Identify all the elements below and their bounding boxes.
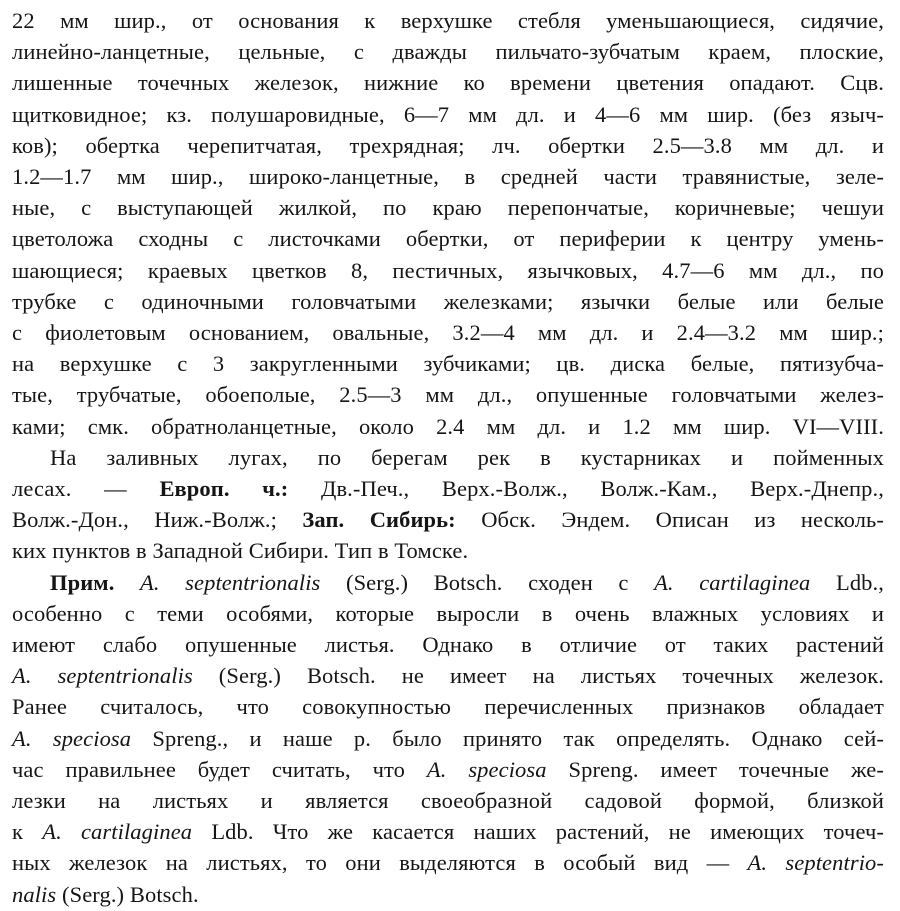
text-segment (114, 570, 140, 595)
species-name-italic: A. septentrionalis (140, 569, 321, 595)
morphology-description-line (12, 5, 884, 36)
text-segment: трубке с одиночными головчатыми железками; язычки белые или белые (12, 288, 884, 314)
text-segment: (Serg.) Botsch. сходен с (320, 569, 655, 595)
text-segment: Spreng., и наше р. было принято так определять. Однако сей- (131, 725, 884, 751)
morphology-description-line (12, 317, 884, 348)
morphology-description-line (12, 411, 884, 442)
text-segment: ков); обертка черепитчатая, трехрядная; лч. обертки 2.5—3.8 мм дл. и (12, 132, 884, 158)
text-segment: (Serg.) Botsch. не имеет на листьях точечных железок. (192, 663, 884, 689)
habitat-distribution-line (12, 504, 884, 535)
taxonomic-note-line (12, 629, 884, 660)
taxonomic-note-line (12, 816, 884, 847)
text-segment: Обск. Эндем. Описан из несколь- (455, 507, 884, 533)
species-name-italic: A. speciosa (426, 756, 547, 782)
morphology-description-line (12, 192, 884, 223)
text-segment: лишенные точечных железок, нижние ко времени цветения опадают. Сцв. (12, 70, 884, 96)
text-segment: (Serg.) Botsch. (56, 881, 199, 907)
taxonomic-note-line (12, 785, 884, 816)
text-segment: Ранее считалось, что совокупностью перечисленных признаков обладает (12, 694, 884, 720)
text-segment: лесах. — (12, 476, 160, 502)
habitat-distribution-line (12, 442, 884, 473)
text-segment: к (12, 819, 43, 845)
text-segment: ные, с выступающей жилкой, по краю перепончатые, коричневые; чешуи (12, 195, 884, 221)
text-segment: шающиеся; краевых цветков 8, пестичных, язычковых, 4.7—6 мм дл., по (12, 257, 884, 283)
morphology-description-line (12, 348, 884, 379)
bold-label: Прим. (50, 569, 115, 595)
species-name-italic: A. septentrio- (747, 850, 884, 876)
text-segment: с фиолетовым основанием, овальные, 3.2—4 мм дл. и 2.4—3.2 мм шир.; (12, 320, 884, 346)
morphology-description-line (12, 255, 884, 286)
taxonomic-note-line (12, 754, 884, 785)
bold-label: Европ. ч.: (159, 476, 289, 502)
text-segment: Ldb., (810, 569, 884, 595)
text-segment: На заливных лугах, по берегам рек в кустарниках и пойменных (50, 444, 884, 470)
morphology-description-line (12, 379, 884, 410)
morphology-description-line (12, 67, 884, 98)
species-name-italic: A. cartilaginea (654, 569, 811, 595)
bold-label: Зап. Сибирь: (302, 507, 456, 533)
taxonomic-note-line (12, 598, 884, 629)
text-segment: 1.2—1.7 мм шир., широко-ланцетные, в средней части травянистые, зеле- (12, 164, 884, 190)
text-segment: линейно-ланцетные, цельные, с дважды пильчато-зубчатым краем, плоские, (12, 39, 884, 65)
morphology-description-line (12, 286, 884, 317)
morphology-description-line (12, 130, 884, 161)
text-segment: 22 мм шир., от основания к верхушке стебля уменьшающиеся, сидячие, (12, 8, 884, 33)
taxonomic-note-line (12, 879, 884, 910)
text-segment: ных железок на листьях, то они выделяются в особый вид — (12, 850, 748, 876)
species-name-italic: A. septentrionalis (12, 663, 193, 689)
text-segment: щитковидное; кз. полушаровидные, 6—7 мм дл. и 4—6 мм шир. (без языч- (12, 101, 884, 127)
morphology-description-line (12, 99, 884, 130)
species-name-italic: nalis (12, 881, 57, 907)
text-segment: лезки на листьях и является своеобразной садовой формой, близкой (12, 788, 884, 814)
taxonomic-note-line (12, 660, 884, 691)
text-segment: цветоложа сходны с листочками обертки, от периферии к центру умень- (12, 226, 884, 252)
morphology-description-line (12, 36, 884, 67)
text-segment: имеют слабо опушенные листья. Однако в отличие от таких растений (12, 632, 884, 658)
taxonomic-note-line (12, 723, 884, 754)
text-segment: Волж.-Дон., Ниж.-Волж.; (12, 507, 303, 533)
text-segment: ких пунктов в Западной Сибири. Тип в Томске. (12, 538, 469, 564)
taxonomic-note-line (12, 847, 884, 878)
text-segment: особенно с теми особями, которые выросли в очень влажных условиях и (12, 600, 884, 626)
text-segment: час правильнее будет считать, что (12, 756, 427, 782)
text-segment: на верхушке с 3 закругленными зубчиками; цв. диска белые, пятизубча- (12, 351, 884, 377)
morphology-description-line (12, 223, 884, 254)
text-segment: ками; смк. обратноланцетные, около 2.4 мм дл. и 1.2 мм шир. VI—VIII. (12, 413, 884, 439)
text-segment: Spreng. имеет точечные же- (546, 756, 884, 782)
species-name-italic: A. cartilaginea (42, 819, 193, 845)
morphology-description-line (12, 161, 884, 192)
habitat-distribution-line (12, 535, 884, 566)
text-segment: Ldb. Что же касается наших растений, не имеющих точеч- (192, 819, 884, 845)
habitat-distribution-line (12, 473, 884, 504)
text-segment: Дв.-Печ., Верх.-Волж., Волж.-Кам., Верх.-Днепр., (288, 476, 884, 502)
text-block (12, 5, 884, 910)
text-segment: тые, трубчатые, обоеполые, 2.5—3 мм дл., опушенные головчатыми желез- (12, 382, 884, 408)
taxonomic-note-line (12, 691, 884, 722)
taxonomic-note-line (12, 567, 884, 598)
species-name-italic: A. speciosa (12, 725, 132, 751)
